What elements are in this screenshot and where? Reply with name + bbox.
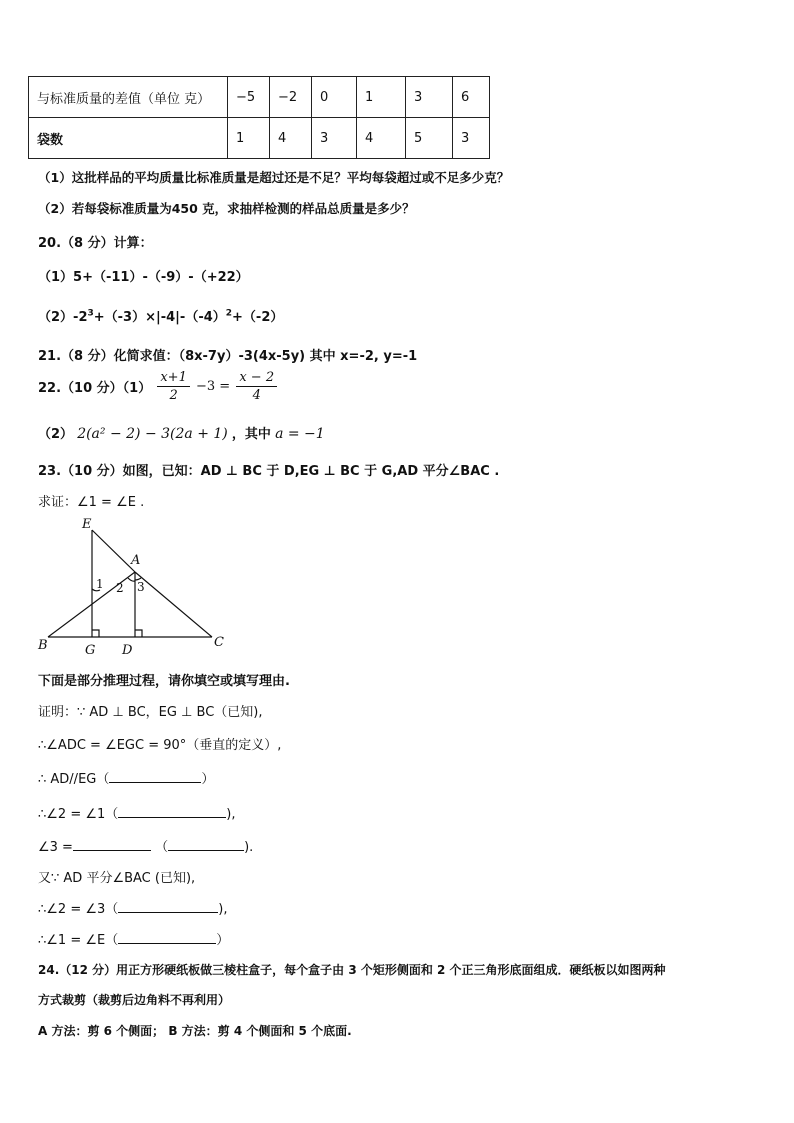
- table-cell: 5: [406, 118, 453, 159]
- right-angle-g: [92, 630, 99, 637]
- right-angle-d: [135, 630, 142, 637]
- table-cell: 3: [312, 118, 357, 159]
- label-b: B: [38, 638, 48, 653]
- line-ac: [135, 572, 212, 637]
- q20-part2: $(2)-2^3+(-3)\times|-4|-(-4)^2+(-2)$: [38, 308, 284, 325]
- label-c: C: [214, 635, 224, 650]
- table-cell: 1: [228, 118, 270, 159]
- angle-arc-2: [128, 578, 135, 581]
- q23-line2: ∴∠ADC = ∠EGC = 90°（垂直的定义）,: [38, 738, 282, 753]
- q23-line8: ∴∠1 = ∠E（ ）: [38, 929, 229, 948]
- fraction-2: $\frac{x - 2}{4}$: [236, 369, 277, 404]
- q23-line1: 证明：∵ AD ⊥ BC，EG ⊥ BC（已知),: [38, 705, 263, 720]
- label-d: D: [122, 643, 133, 658]
- fraction-1: $\frac{x+1}{2}$: [157, 369, 190, 404]
- table-row: [29, 77, 490, 118]
- q21-text: 21.（8 分）化简求值：（8x-7y）-3(4x-5y) 其中 x=-2, y=-1: [38, 349, 418, 364]
- q20-title: 20.（8 分）计算：: [38, 236, 153, 251]
- table-cell: 3: [453, 118, 490, 159]
- table-header-cell: 与标准质量的差值（单位 克）: [29, 77, 228, 118]
- q22-part2: （2） 2(a² − 2) − 3(2a + 1) ，其中 a = −1: [38, 426, 325, 442]
- q23-title: 23.（10 分）如图，已知：AD ⊥ BC 于 D,EG ⊥ BC 于 G,AD 平分∠BAC .: [38, 464, 500, 479]
- answer-blank[interactable]: [118, 804, 226, 818]
- table-cell: 1: [357, 77, 406, 118]
- deviation-table: [28, 76, 490, 159]
- q23-line4: ∴∠2 = ∠1（ ),: [38, 803, 236, 822]
- table-cell: 6: [453, 77, 490, 118]
- table-header-cell: 袋数: [29, 118, 228, 159]
- label-g: G: [85, 643, 96, 658]
- q22-part1: 22.（10 分）（1） $\frac{x+1}{2}$ −3 = $\frac{x - 2}{4}$: [38, 369, 279, 404]
- answer-blank[interactable]: [168, 837, 244, 851]
- q24-line3: A 方法：剪 6 个侧面； B 方法：剪 4 个侧面和 5 个底面.: [38, 1024, 352, 1038]
- line-ea: [92, 530, 135, 572]
- answer-blank[interactable]: [109, 769, 201, 783]
- triangle-figure: [30, 512, 240, 662]
- answer-blank[interactable]: [118, 899, 218, 913]
- table-cell: 4: [357, 118, 406, 159]
- label-a: A: [131, 553, 141, 568]
- label-e: E: [82, 517, 92, 532]
- label-angle-1: 1: [96, 577, 104, 591]
- table-row: [29, 118, 490, 159]
- q24-line1: 24.（12 分）用正方形硬纸板做三棱柱盒子，每个盒子由 3 个矩形侧面和 2 个正三角形底面组成．硬纸板以如图两种: [38, 963, 666, 977]
- q23-intro: 下面是部分推理过程，请你填空或填写理由.: [38, 674, 290, 689]
- q23-line3: ∴ AD//EG（ ）: [38, 768, 214, 787]
- table-cell: −2: [270, 77, 312, 118]
- q23-line5: ∠3 = （ ).: [38, 836, 253, 855]
- table-cell: 0: [312, 77, 357, 118]
- q19-part2: （2）若每袋标准质量为450 克，求抽样检测的样品总质量是多少？: [38, 201, 415, 216]
- q24-line2: 方式裁剪（裁剪后边角料不再利用）: [38, 993, 231, 1007]
- q23-line7: ∴∠2 = ∠3（ ),: [38, 898, 228, 917]
- table-cell: −5: [228, 77, 270, 118]
- table-cell: 4: [270, 118, 312, 159]
- q23-prove: 求证：∠1 = ∠E .: [38, 495, 145, 510]
- q20-part1: （1）5+（-11）-（-9）-（+22）: [38, 270, 249, 285]
- answer-blank[interactable]: [73, 837, 151, 851]
- q19-part1: （1）这批样品的平均质量比标准质量是超过还是不足？平均每袋超过或不足多少克？: [38, 170, 510, 185]
- table-cell: 3: [406, 77, 453, 118]
- label-angle-2: 2: [116, 581, 124, 595]
- answer-blank[interactable]: [118, 930, 216, 944]
- label-angle-3: 3: [137, 580, 145, 594]
- q23-line6: 又∵ AD 平分∠BAC (已知),: [38, 871, 196, 886]
